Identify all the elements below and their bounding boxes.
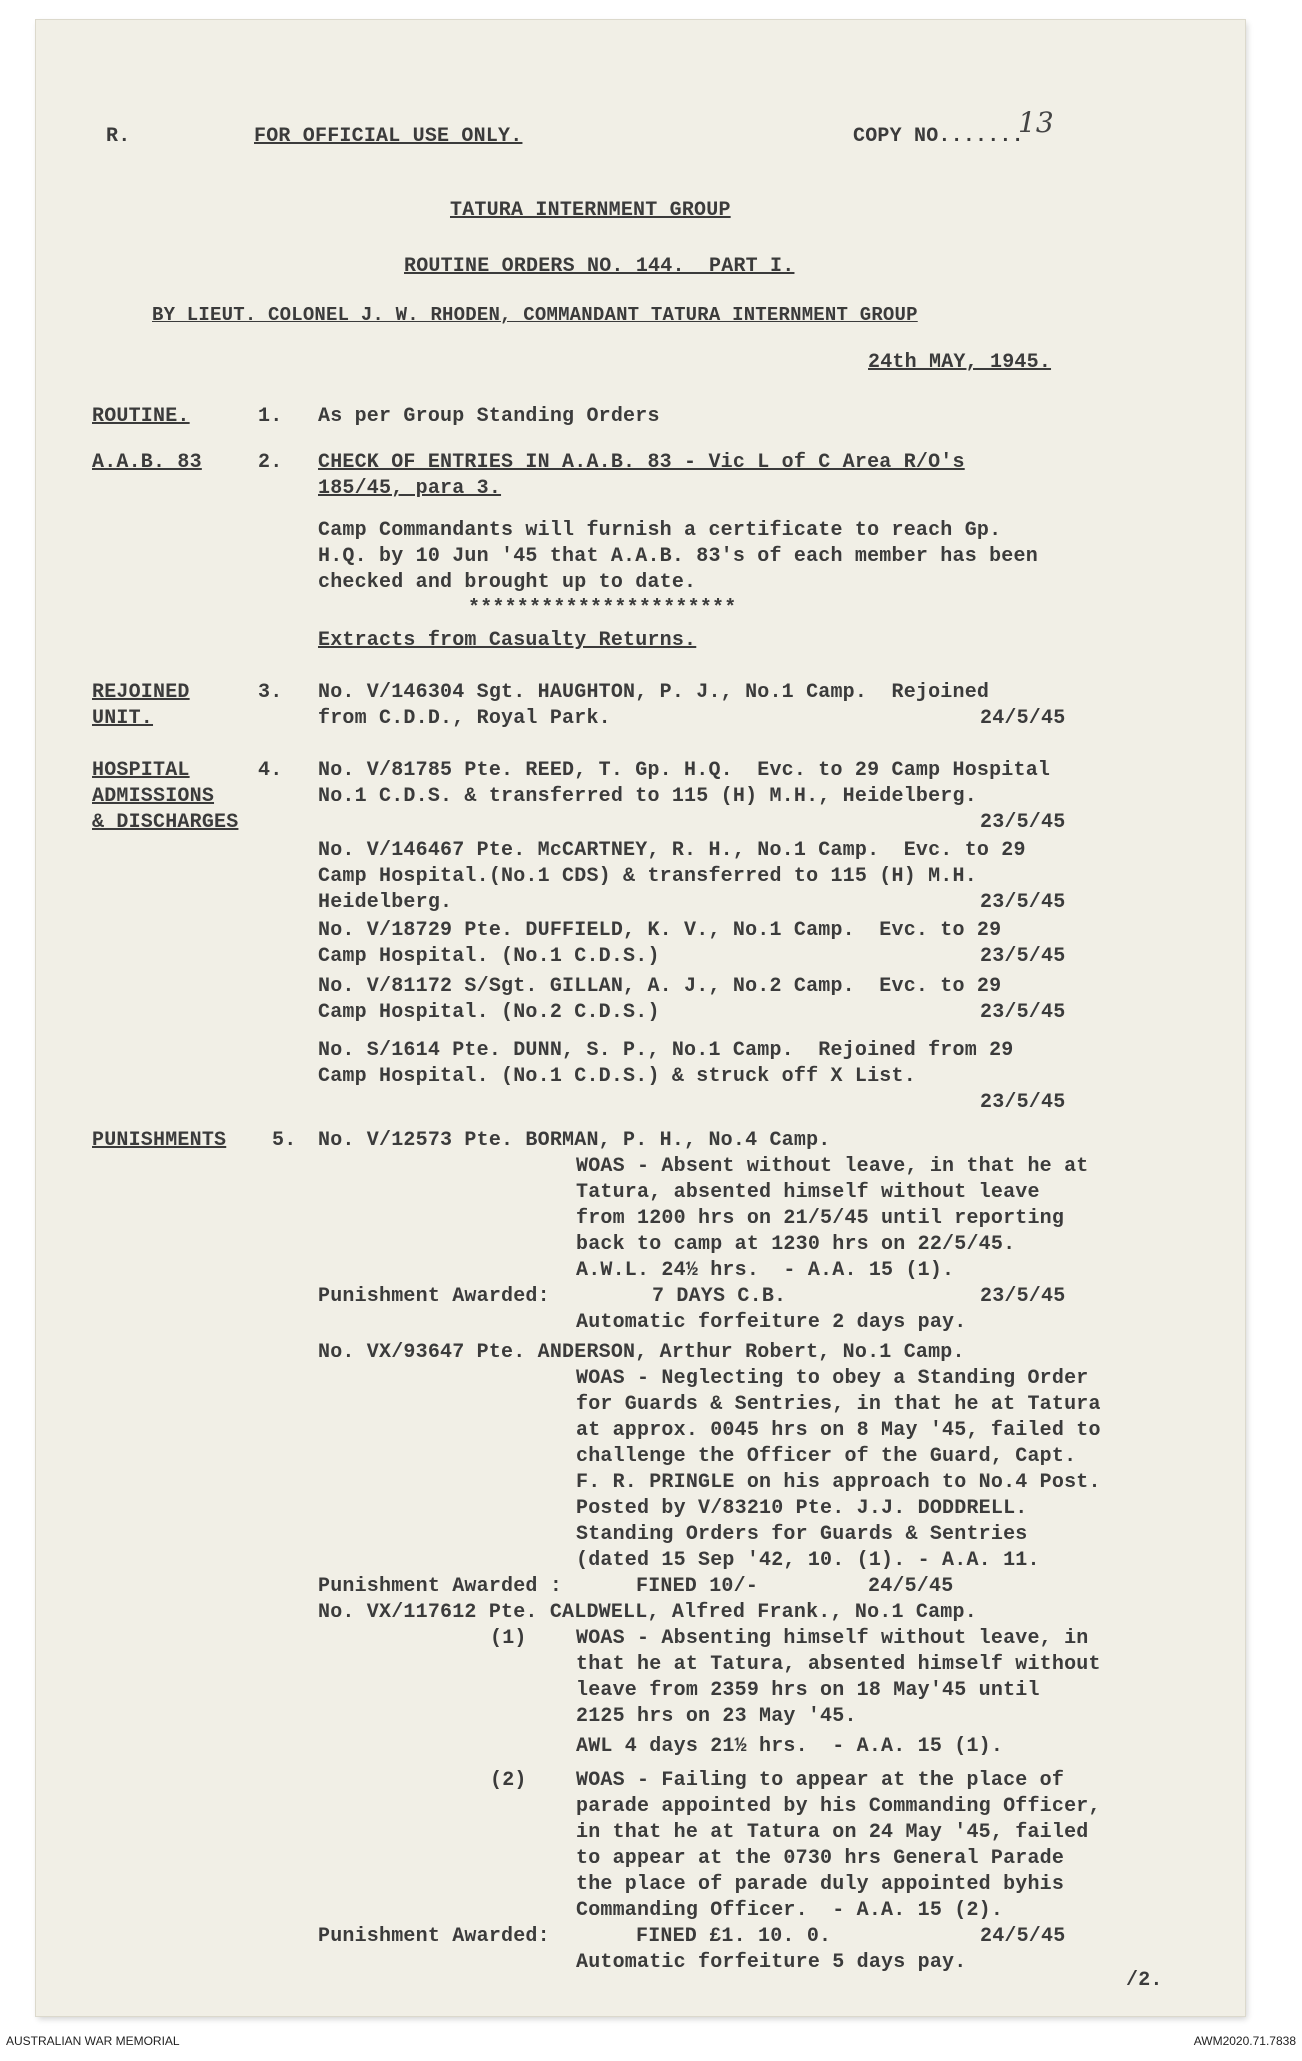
section-label-hospital: HOSPITAL — [92, 759, 190, 782]
punishment-detail: 2125 hrs on 23 May '45. — [576, 1705, 857, 1728]
aab-text: Camp Commandants will furnish a certificate to reach Gp. — [318, 519, 1002, 542]
punishment-awarded: FINED 10/- — [636, 1575, 759, 1598]
entry-date: 23/5/45 — [980, 1285, 1066, 1308]
punishment-detail: challenge the Officer of the Guard, Capt. — [576, 1445, 1077, 1468]
punishment-detail: for Guards & Sentries, in that he at Tatura — [576, 1393, 1101, 1416]
punishment-detail: from 1200 hrs on 21/5/45 until reporting — [576, 1207, 1065, 1230]
punishment-detail: that he at Tatura, absented himself without — [576, 1653, 1101, 1676]
punishment-detail: WOAS - Absenting himself without leave, in — [576, 1627, 1089, 1650]
hospital-entry: No. V/81785 Pte. REED, T. Gp. H.Q. Evc. to 29 Camp Hospital — [318, 759, 1051, 782]
punishment-awarded: FINED £1. 10. 0. — [636, 1925, 832, 1948]
punishment-awarded: 7 DAYS C.B. — [652, 1285, 787, 1308]
order-date: 24th MAY, 1945. — [868, 351, 1052, 374]
punishment-detail: A.W.L. 24½ hrs. - A.A. 15 (1). — [576, 1259, 955, 1282]
punishment-detail: AWL 4 days 21½ hrs. - A.A. 15 (1). — [576, 1735, 1004, 1758]
punishment-awarded-label: Punishment Awarded : — [318, 1575, 563, 1598]
aab-text: H.Q. by 10 Jun '45 that A.A.B. 83's of each member has been — [318, 545, 1038, 568]
punishment-detail: the place of parade duly appointed byhis — [576, 1873, 1065, 1896]
section-label-rejoined: UNIT. — [92, 707, 154, 730]
punishment-entry: No. V/12573 Pte. BORMAN, P. H., No.4 Camp. — [318, 1129, 831, 1152]
punishment-detail: Standing Orders for Guards & Sentries — [576, 1523, 1028, 1546]
item-number: 1. — [258, 405, 283, 428]
restriction-notice: FOR OFFICIAL USE ONLY. — [254, 125, 523, 148]
punishment-detail: F. R. PRINGLE on his approach to No.4 Post. — [576, 1471, 1101, 1494]
hospital-entry: No. V/81172 S/Sgt. GILLAN, A. J., No.2 Camp. Evc. to 29 — [318, 975, 1002, 998]
section-label-hospital: ADMISSIONS — [92, 785, 215, 808]
commandant-line: BY LIEUT. COLONEL J. W. RHODEN, COMMANDANT TATURA INTERNMENT GROUP — [152, 304, 918, 326]
punishment-detail: to appear at the 0730 hrs General Parade — [576, 1847, 1065, 1870]
punishment-awarded-label: Punishment Awarded: — [318, 1285, 550, 1308]
entry-date: 24/5/45 — [980, 1925, 1066, 1948]
footer-accession: AWM2020.71.7838 — [1193, 2034, 1296, 2048]
punishment-detail: back to camp at 1230 hrs on 22/5/45. — [576, 1233, 1016, 1256]
section-label-rejoined: REJOINED — [92, 681, 190, 704]
hospital-entry: No.1 C.D.S. & transferred to 115 (H) M.H., Heidelberg. — [318, 785, 977, 808]
hospital-entry: Camp Hospital.(No.1 CDS) & transferred to 115 (H) M.H. — [318, 865, 977, 888]
punishment-detail: WOAS - Absent without leave, in that he at — [576, 1155, 1089, 1178]
item-number: 2. — [258, 451, 283, 474]
item-number: 5. — [272, 1129, 297, 1152]
punishment-detail: WOAS - Neglecting to obey a Standing Order — [576, 1367, 1089, 1390]
aab-title: CHECK OF ENTRIES IN A.A.B. 83 - Vic L of C Area R/O's — [318, 451, 965, 474]
entry-date: 24/5/45 — [868, 1575, 954, 1598]
entry-date: 23/5/45 — [980, 811, 1066, 834]
section-label-routine: ROUTINE. — [92, 405, 190, 428]
entry-date: 24/5/45 — [980, 707, 1066, 730]
aab-text: checked and brought up to date. — [318, 571, 697, 594]
footer-institution: AUSTRALIAN WAR MEMORIAL — [6, 2034, 180, 2048]
hospital-entry: Camp Hospital. (No.1 C.D.S.) & struck off X List. — [318, 1065, 916, 1088]
hospital-entry: No. V/146467 Pte. McCARTNEY, R. H., No.1 Camp. Evc. to 29 — [318, 839, 1026, 862]
hospital-entry: Heidelberg. — [318, 891, 453, 914]
punishment-entry: No. VX/93647 Pte. ANDERSON, Arthur Robert, No.1 Camp. — [318, 1341, 965, 1364]
entry-date: 23/5/45 — [980, 1001, 1066, 1024]
section-label-hospital: & DISCHARGES — [92, 811, 239, 834]
punishment-detail: (dated 15 Sep '42, 10. (1). - A.A. 11. — [576, 1549, 1040, 1572]
aab-title: 185/45, para 3. — [318, 477, 502, 500]
punishment-detail: Commanding Officer. - A.A. 15 (2). — [576, 1899, 1004, 1922]
hospital-entry: Camp Hospital. (No.1 C.D.S.) — [318, 945, 660, 968]
extracts-heading: Extracts from Casualty Returns. — [318, 629, 697, 652]
hospital-entry: No. S/1614 Pte. DUNN, S. P., No.1 Camp. Rejoined from 29 — [318, 1039, 1014, 1062]
punishment-detail: Tatura, absented himself without leave — [576, 1181, 1040, 1204]
entry-date: 23/5/45 — [980, 1091, 1066, 1114]
section-label-punishments: PUNISHMENTS — [92, 1129, 227, 1152]
rejoined-entry: from C.D.D., Royal Park. — [318, 707, 611, 730]
routine-text: As per Group Standing Orders — [318, 405, 660, 428]
punishment-detail: leave from 2359 hrs on 18 May'45 until — [576, 1679, 1040, 1702]
rejoined-entry: No. V/146304 Sgt. HAUGHTON, P. J., No.1 Camp. Rejoined — [318, 681, 990, 704]
charge-number: (1) — [490, 1627, 527, 1650]
continuation-marker: /2. — [1126, 1969, 1163, 1992]
hospital-entry: No. V/18729 Pte. DUFFIELD, K. V., No.1 Camp. Evc. to 29 — [318, 919, 1002, 942]
reference-mark: R. — [106, 125, 131, 148]
punishment-detail: at approx. 0045 hrs on 8 May '45, failed to — [576, 1419, 1101, 1442]
entry-date: 23/5/45 — [980, 891, 1066, 914]
punishment-awarded-label: Punishment Awarded: — [318, 1925, 550, 1948]
punishment-detail: in that he at Tatura on 24 May '45, failed — [576, 1821, 1089, 1844]
punishment-detail: WOAS - Failing to appear at the place of — [576, 1769, 1065, 1792]
section-label-aab: A.A.B. 83 — [92, 451, 202, 474]
item-number: 3. — [258, 681, 283, 704]
entry-date: 23/5/45 — [980, 945, 1066, 968]
separator: ********************** — [468, 597, 737, 620]
punishment-forfeiture: Automatic forfeiture 5 days pay. — [576, 1951, 967, 1974]
copy-number-label: COPY NO....... — [853, 125, 1024, 148]
group-title: TATURA INTERNMENT GROUP — [450, 199, 731, 222]
punishment-detail: Posted by V/83210 Pte. J.J. DODDRELL. — [576, 1497, 1028, 1520]
punishment-forfeiture: Automatic forfeiture 2 days pay. — [576, 1311, 967, 1334]
hospital-entry: Camp Hospital. (No.2 C.D.S.) — [318, 1001, 660, 1024]
charge-number: (2) — [490, 1769, 527, 1792]
punishment-detail: parade appointed by his Commanding Officer, — [576, 1795, 1101, 1818]
orders-title: ROUTINE ORDERS NO. 144. PART I. — [404, 255, 795, 278]
copy-number-handwritten: 13 — [1018, 106, 1054, 139]
punishment-entry: No. VX/117612 Pte. CALDWELL, Alfred Frank., No.1 Camp. — [318, 1601, 977, 1624]
item-number: 4. — [258, 759, 283, 782]
